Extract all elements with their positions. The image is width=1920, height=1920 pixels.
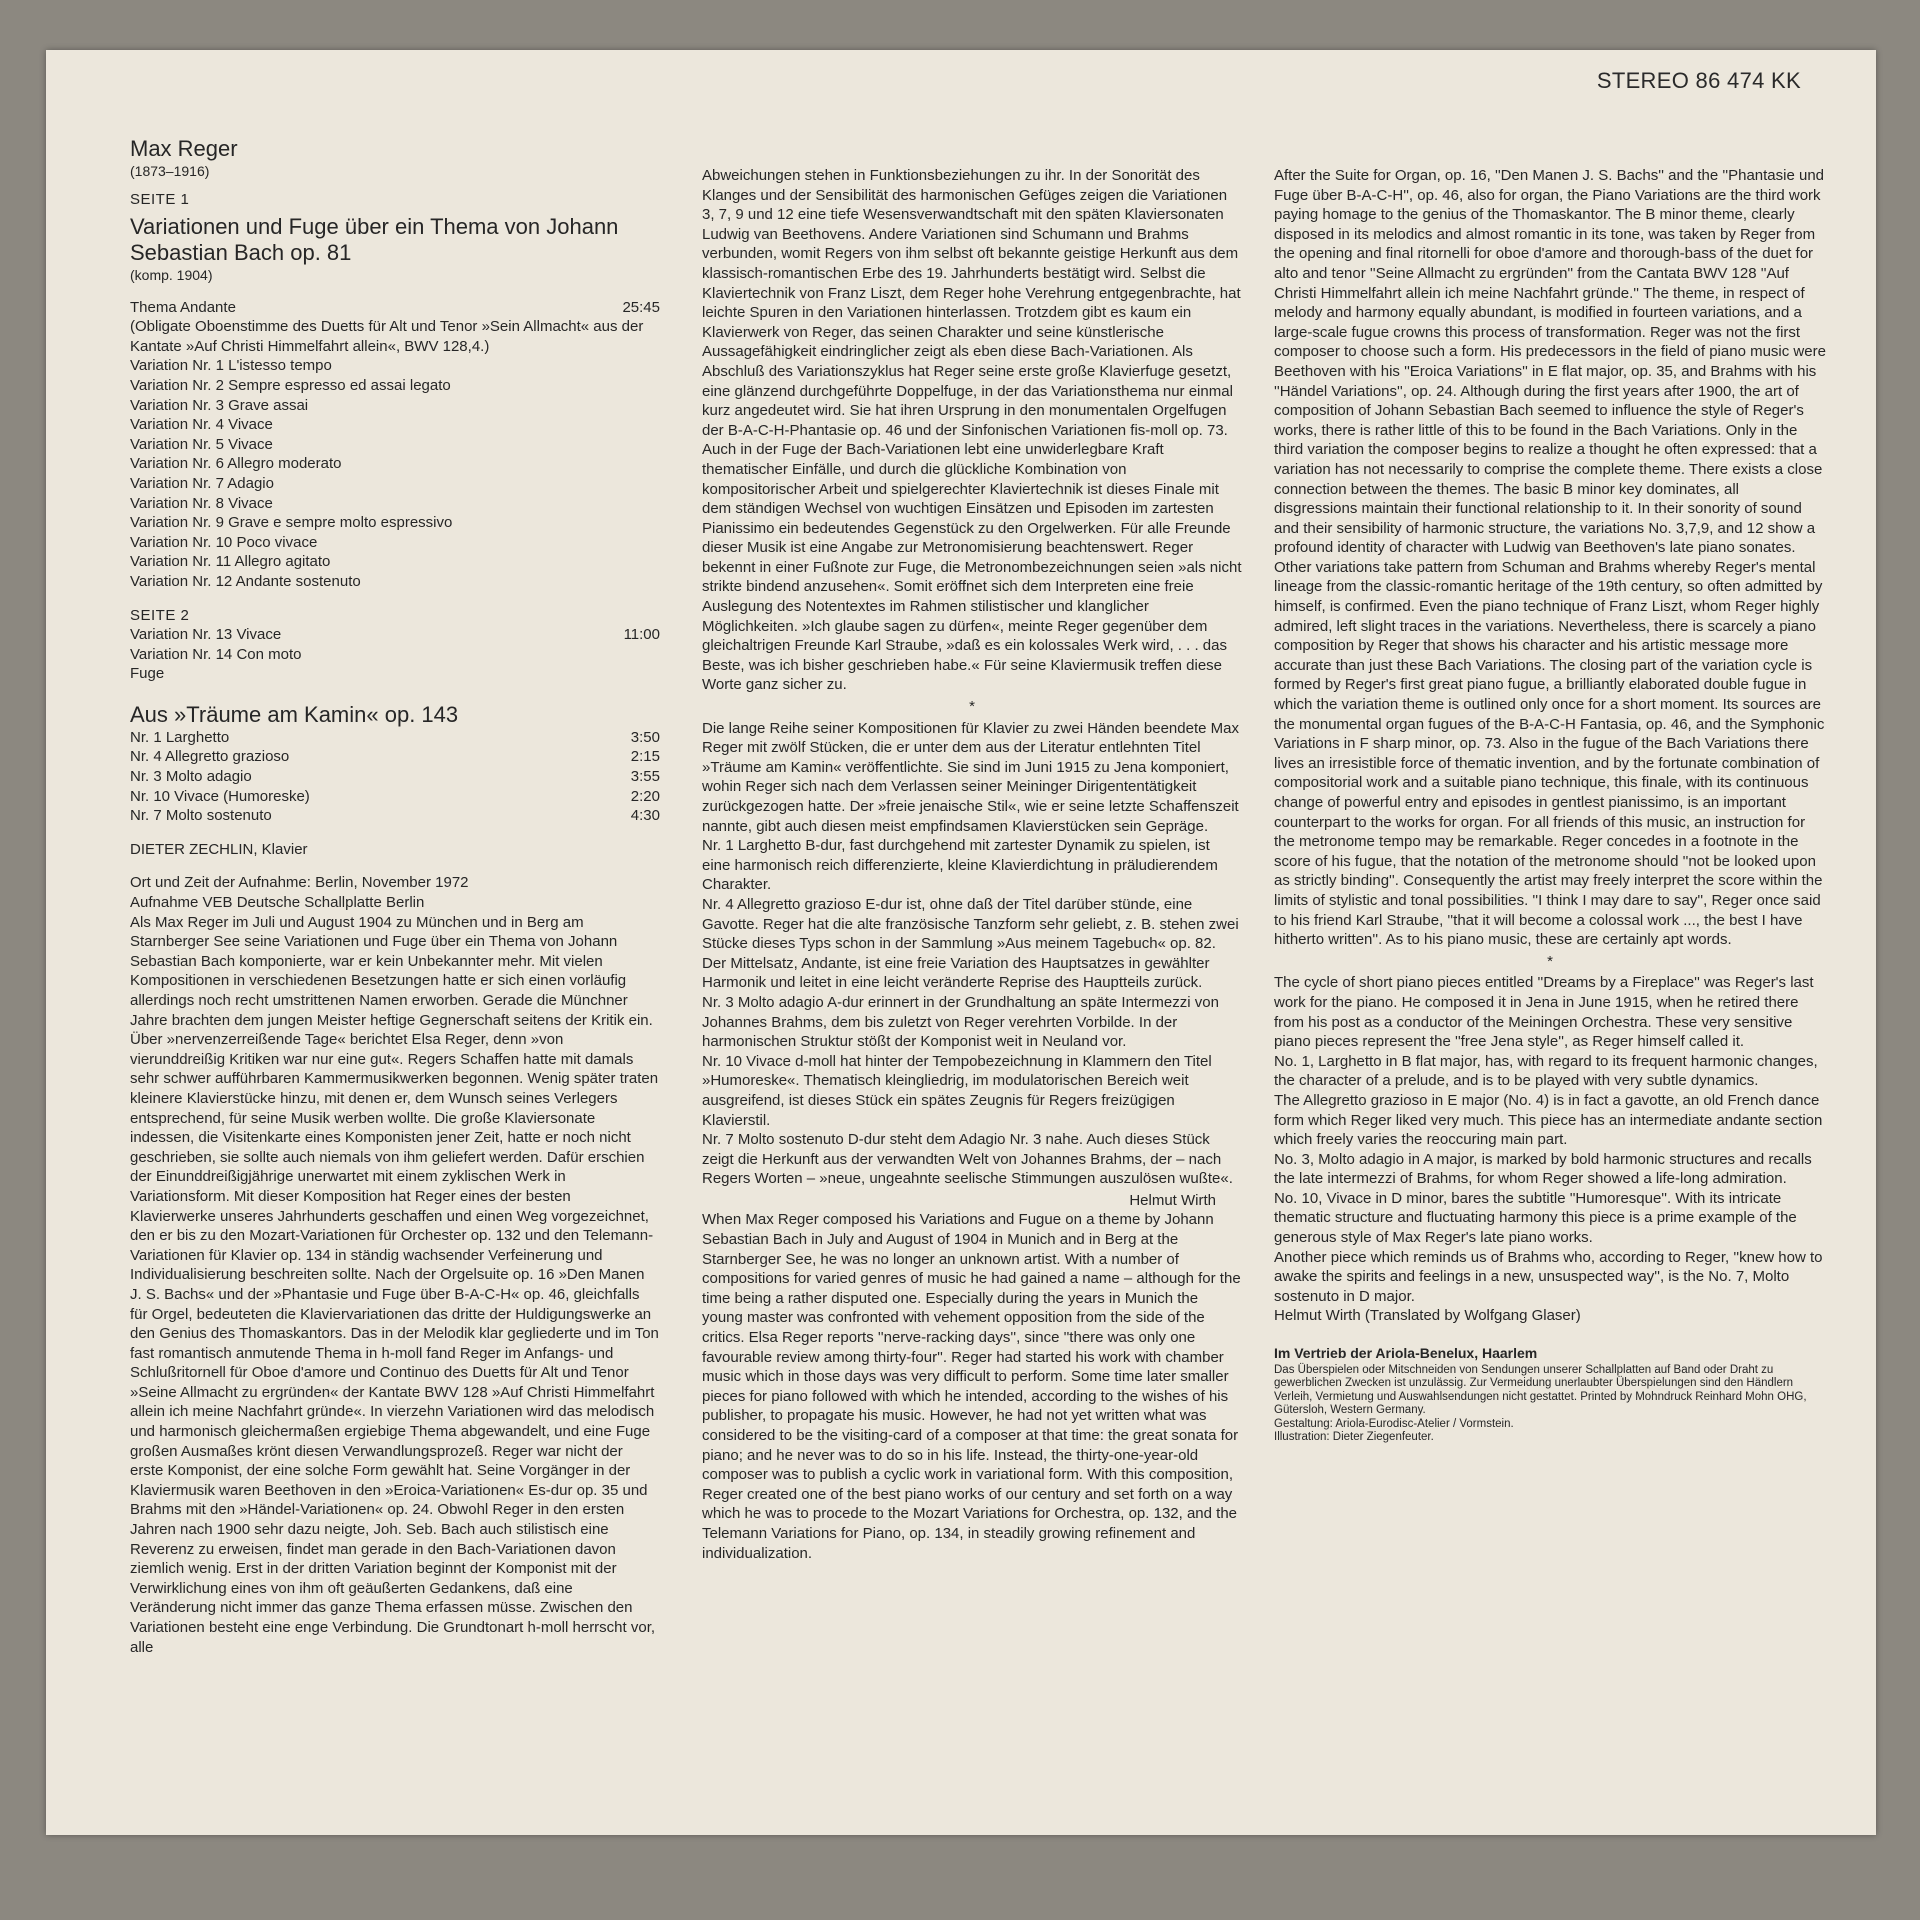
track-duration: 3:55 [630,768,660,786]
list-item: Variation Nr. 8 Vivace [130,494,273,512]
recording-place: Ort und Zeit der Aufnahme: Berlin, November 1972 [130,874,469,892]
list-item: Variation Nr. 4 Vivace [130,416,273,434]
illustration-credit: Illustration: Dieter Ziegenfeuter. [1274,1431,1434,1444]
liner-notes-en-2: After the Suite for Organ, op. 16, ''Den Manen J. S. Bachs'' and the ''Phantasie und Fuge über B-A-C-H'', op. 46, also for organ, the Piano Variations are the third work paying homage to the genius of the Thomaskantor. The B minor theme, clearly disposed in its melodics and almost romantic in its tone, was taken by Reger from the opening and final ritornelli for oboe d'amore and thorough-bass of the duet for alto and tenor ''Seine Allmacht zu ergründen'' from the Cantata BWV 128 ''Auf Christi Himmelfahrt allein ich meine Nachfahrt gründe.'' The theme, in respect of melody and harmony equally abundant, is modified in fourteen variations, and a large-scale fugue crowns this process of transformation. Reger was not the first composer to choose such a form. His predecessors in the field of piano music were Beethoven with his ''Eroica Variations'' in E flat major, op. 35, and Brahms with his ''Händel Variations'', op. 24. Although during the first years after 1900, the art of composition of Johann Sebastian Bach seemed to influence the style of Reger's works, there is rather little of this to be found in the Bach Variations. Only in the third variation the composer begins to realize a thought he often expressed: that a variation has not necessarily to comprise the complete theme. There exists a close connection between the themes. The basic B minor key dominates, all disgressions maintain their functional relationship to it. In their sonority of sound and their sensibility of harmonic structure, the variations No. 3,7,9, and 12 show a profound identity of character with Ludwig van Beethoven's late piano sonates. Other variations take pattern from Schuman and Brahms whereby Reger's mental lineage from the classic-romantic heritage of the 19th century, so often admitted by himself, is confirmed. Even the piano technique of Franz Liszt, whom Reger highly admired, left slight traces in the variations. Nevertheless, there is scarcely a piano composition by Reger that shows his character and his artistic message more accurate than just these Bach Variations. The closing part of the variation cycle is formed by Reger's first great piano fugue, a brilliantly elaborated double fugue in which the variation theme is outlined only once for a short moment. Its sources are the monumental organ fugues of the B-A-C-H Fantasia, op. 46, and the Symphonic Variations in F sharp minor, op. 73. Also in the fugue of the Bach Variations there lives an irresistible force of thematic invention, and by the fortunate combination of compositorial work and a suitable piano technique, this finale, with its continuous change of powerful entry and episodes in gentlest pianissimo, is an important counterpart to the works for organ. For all friends of this music, an instruction for the metronome tempo may be remarkable. Reger concedes in a footnote in the score of his fugue, that the notation of the metronome should ''not be looked upon as strictly binding''. Consequently the artist may freely interpret the score within the limits of stylistic and tonal possibilities. ''I think I may dare to say'', Reger once said to his friend Karl Straube, ''that it will become a colossal work ..., the best I have hitherto written''. As to his piano music, these are certainly apt words. [1274,167,1826,949]
liner-notes-en-5: The Allegretto grazioso in E major (No. 4) is in fact a gavotte, an old French dance form which Reger liked very much. This piece has an intermediate andante section which freely varies the reoccuring main part. [1274,1091,1823,1149]
liner-notes-de-8: Nr. 7 Molto sostenuto D-dur steht dem Adagio Nr. 3 nahe. Auch dieses Stück zeigt die Herkunft aus der verwandten Welt von Johannes Brahms, der – nach Regers Worten – »neue, ungeahnte seelische Stimmungen auszulösen wußte«. [702,1131,1233,1188]
distributor: Im Vertrieb der Ariola-Benelux, Haarlem [1274,1345,1538,1362]
track-duration: 2:15 [630,748,660,766]
column-german-notes [702,118,1242,1563]
track-name: Nr. 7 Molto sostenuto [130,807,272,825]
side-1-label: SEITE 1 [130,191,190,208]
liner-notes-de-7: Nr. 10 Vivace d-moll hat hinter der Tempobezeichnung in Klammern den Titel »Humoreske«. Thematisch kleingliedrig, im modulatorischen Bereich weit ausgreifend, ist dieses Stück ein spätes Zeugnis für Regers freizügigen Klavierstil. [702,1052,1212,1129]
side-2-first-row [130,625,660,645]
section-divider: * [969,698,975,716]
list-item: Variation Nr. 6 Allegro moderato [130,455,342,473]
list-item: Variation Nr. 7 Adagio [130,474,274,492]
design-credit: Gestaltung: Ariola-Eurodisc-Atelier / Vormstein. [1274,1417,1514,1430]
work-1-composed: (komp. 1904) [130,266,213,283]
track-duration: 2:20 [630,787,660,805]
column-tracklist [130,118,660,1657]
column-english-notes [1274,118,1826,1445]
author-signature: Helmut Wirth [1129,1191,1216,1209]
track-name: Nr. 3 Molto adagio [130,768,252,786]
list-item: Variation Nr. 11 Allegro agitato [130,553,331,571]
liner-notes-de-4: Nr. 1 Larghetto B-dur, fast durchgehend mit zartester Dynamik zu spielen, ist eine harmonisch reich differenzierte, kleine Klavierdichtung in präludierendem Charakter. [702,837,1218,894]
list-item: Variation Nr. 3 Grave assai [130,396,309,414]
track-name: Nr. 1 Larghetto [130,728,230,746]
list-item: Variation Nr. 13 Vivace [130,626,282,644]
copyright-notice: Das Überspielen oder Mitschneiden von Sendungen unserer Schallplatten auf Band oder Draht zu gewerblichen Zwecken ist unzulässig. Zur Vermeidung unerlaubter Überspielungen sind den Händlern Verleih, Vermietung und Auswahlsendungen nicht gestattet. Printed by Mohndruck Reinhard Mohn OHG, Gütersloh, Western Germany. [1274,1363,1807,1417]
theme-label: Thema Andante [130,298,236,316]
list-item: Fuge [130,665,165,683]
work-2-track [130,806,660,826]
list-item: Variation Nr. 9 Grave e sempre molto espressivo [130,514,453,532]
catalog-number: STEREO 86 474 KK [1596,68,1801,93]
work-2-track [130,747,660,767]
work-2-title: Aus »Träume am Kamin« op. 143 [130,701,459,727]
track-name: Nr. 10 Vivace (Humoreske) [130,787,310,805]
recording-label: Aufnahme VEB Deutsche Schallplatte Berlin [130,894,425,912]
list-item: Variation Nr. 2 Sempre espresso ed assai legato [130,376,451,394]
work-1-title: Variationen und Fuge über ein Thema von Johann Sebastian Bach op. 81 [130,213,619,265]
liner-notes-de-5: Nr. 4 Allegretto grazioso E-dur ist, ohne daß der Titel darüber stünde, eine Gavotte. Reger hat die alte französische Tanzform sehr geliebt, z. B. stehen zwei Stücke dieses Typs schon in der Sammlung »Aus meinem Tagebuch« op. 82. Der Mittelsatz, Andante, ist eine freie Variation des Hauptsatzes in gewählter Harmonik und leitet in eine leicht veränderte Reprise des Hauptteils zurück. [702,895,1239,992]
track-duration: 3:50 [630,728,660,746]
work-2-track [130,767,660,787]
list-item: Variation Nr. 12 Andante sostenuto [130,572,361,590]
liner-notes-de-3: Die lange Reihe seiner Kompositionen für Klavier zu zwei Händen beendete Max Reger mit zwölf Stücken, die er unter dem aus der Literatur entlehnten Titel »Träume am Kamin« veröffentlichte. Sie sind im Juni 1915 zu Jena komponiert, wohin Reger sich nach dem Verlassen seiner Meininger Dirigententätigkeit zurückgezogen hatte. Der »freie jenaische Stil«, wie er seine letzte Schaffenszeit nannte, gibt auch diesen meist empfindsamen Klavierstücken sein Gepräge. [702,719,1239,835]
liner-notes-en-3: The cycle of short piano pieces entitled ''Dreams by a Fireplace'' was Reger's last work for the piano. He composed it in Jena in June 1915, when he retired there from his post as a conductor of the Meiningen Orchestra. These very sensitive piano pieces represent the ''free Jena style'', as Reger himself called it. [1274,974,1814,1051]
liner-notes-de-6: Nr. 3 Molto adagio A-dur erinnert in der Grundhaltung an späte Intermezzi von Johannes Brahms, dem bis zuletzt von Reger verehrten Vorbilde. In der harmonischen Struktur stößt der Komponist weit in Neuland vor. [702,993,1219,1051]
liner-notes-en-1: When Max Reger composed his Variations and Fugue on a theme by Johann Sebastian Bach in July and August of 1904 in Munich and in Berg at the Starnberger See, he was no longer an unknown artist. With a number of compositions for varied genres of music he had gained a name – although for the time being a rather disputed one. Especially during the years in Munich the young master was confronted with vehement opposition from the side of the critics. Elsa Reger reports ''nerve-racking days'', since ''there was only one favourable review among thirty-four''. Reger had started his work with chamber music which in those days was very difficult to perform. Some time later smaller pieces for piano followed with which he intended, according to the wishes of his publisher, to propagate his music. However, he had not yet written what was considered to be the visiting-card of a composer at that time: the great sonata for piano; and he never was to do so in his life. Instead, the thirty-one-year-old composer was to publish a cyclic work in variational form. With this composition, Reger created one of the best piano works of our century and set forth on a way which he was to procede to the Mozart Variations for Orchestra, op. 132, and the Telemann Variations for Piano, op. 134, in steadily growing refinement and individualization. [702,1211,1241,1562]
track-name: Nr. 4 Allegretto grazioso [130,748,290,766]
track-duration: 4:30 [630,807,660,825]
performer: DIETER ZECHLIN, Klavier [130,840,308,858]
liner-notes-de-2: Abweichungen stehen in Funktionsbeziehungen zu ihr. In der Sonorität des Klanges und der Sensibilität des harmonischen Gefüges zeigen die Variationen 3, 7, 9 und 12 eine tiefe Wesensverwandtschaft mit den späten Klaviersonaten Ludwig van Beethovens. Andere Variationen sind Schumann und Brahms verbunden, womit Regers von ihm selbst oft bekannte geistige Herkunft aus dem klassisch-romantischen Erbe des 19. Jahrhunderts bestätigt wird. Selbst die Klaviertechnik von Franz Liszt, dem Reger hohe Verehrung entgegenbrachte, hat leichte Spuren in den Variationen hinterlassen. Trotzdem gibt es kaum ein Klavierwerk von Reger, das seinen Charakter und seine künstlerische Aussagefähigkeit eindringlicher zeigt als eben diese Bach-Variationen. Als Abschluß des Variationszyklus hat Reger seine erste große Klavierfuge gesetzt, eine glänzend durchgeführte Doppelfuge, in der das Variationsthema nur einmal kurz angedeutet wird. Sie hat ihren Ursprung in den monumentalen Orgelfugen der B-A-C-H-Phantasie op. 46 und der Sinfonischen Variationen fis-moll op. 73. Auch in der Fuge der Bach-Variationen lebt eine unwiderlegbare Kraft thematischer Einfälle, und durch die glückliche Kombination von kompositorischer Arbeit und spielgerechter Klaviertechnik ist dieses Finale mit dem ständigen Wechsel von wuchtigen Einsätzen und Episoden im zartesten Pianissimo ein bedeutendes Gegenstück zu den Orgelwerken. Für alle Freunde dieser Musik ist eine Angabe zur Metronomisierung beachtenswert. Reger bekennt in einer Fußnote zur Fuge, die Metronombezeichnungen seien »als nicht strikte bindend anzusehen«. Somit eröffnet sich dem Interpreten eine freie Auslegung des Notentextes im Rahmen stilistischer und klanglicher Möglichkeiten. »Ich glaube sagen zu dürfen«, meinte Reger gegenüber dem gleichaltrigen Freunde Karl Straube, »daß es ein kolossales Werk wird, . . . das Beste, was ich bisher geschrieben habe.« Für seine Klaviermusik treffen diese Worte ganz sicher zu. [702,167,1242,694]
side-2-label: SEITE 2 [130,606,190,624]
list-item: Variation Nr. 14 Con moto [130,645,302,663]
liner-notes-en-4: No. 1, Larghetto in B flat major, has, with regard to its frequent harmonic changes, the character of a prelude, and is to be played with very subtle dynamics. [1274,1052,1818,1090]
section-divider: * [1547,952,1553,970]
list-item: Variation Nr. 1 L'istesso tempo [130,357,332,375]
record-sleeve-back [46,50,1876,1835]
side-1-duration: 25:45 [622,298,660,316]
side-1-track-list [130,356,660,591]
liner-notes-de-1: Als Max Reger im Juli und August 1904 zu München und in Berg am Starnberger See seine Variationen und Fuge über ein Thema von Johann Sebastian Bach komponierte, war er kein Unbekannter mehr. Mit vielen Kompositionen in verschiedenen Besetzungen hatte er sich einen vorläufig allerdings noch recht umstrittenen Namen erworben. Gerade die Münchner Jahre brachten dem jungen Meister heftige Gegnerschaft seitens der Kritik ein. Über »nervenzerreißende Tage« berichtet Elsa Reger, denn »von vierunddreißig Kritiken war nur eine gut«. Regers Schaffen hatte mit damals sehr schwer aufführbaren Kammermusikwerken begonnen. Wenig später traten kleinere Klavierstücke hinzu, mit denen er, dem Wunsch seines Verlegers entsprechend, für seine Musik werben wollte. Die große Klaviersonate indessen, die Visitenkarte eines Komponisten jener Zeit, hatte er noch nicht geschrieben, sie sollte auch niemals von ihm geliefert werden. Dafür erschien der Einunddreißigjährige unerwartet mit einem zyklischen Werk in Variationsform. Mit dieser Komposition hat Reger eines der besten Klavierwerke unseres Jahrhunderts geschaffen und einen Weg vorgezeichnet, den er bis zu den Mozart-Variationen für Orchester op. 132 und den Telemann-Variationen für Klavier op. 134 in ständig wachsender Verfeinerung und Individualisierung beschreiten sollte. Nach der Orgelsuite op. 16 »Den Manen J. S. Bachs« und der »Phantasie und Fuge über B-A-C-H« op. 46, gleichfalls für Orgel, bedeuteten die Klaviervariationen das dritte der Huldigungswerke an den Genius des Thomaskantors. Das in der Melodik klar gegliederte und im Ton fast romantisch anmutende Thema in h-moll fand Reger im Anfangs- und Schlußritornell für Oboe d'amore und Continuo des Duetts für Alt und Tenor »Seine Allmacht zu ergründen« der Kantate BWV 128 »Auf Christi Himmelfahrt allein ich meine Nachfahrt gründe«. In vierzehn Variationen wird das melodisch und harmonisch gleichermaßen ergiebige Thema abgewandelt, und eine Fuge großen Ausmaßes krönt diesen Verwandlungsprozeß. Reger war nicht der erste Komponist, der eine solche Form gewählt hat. Seine Vorgänger in der Klaviermusik waren Beethoven in den »Eroica-Variationen« Es-dur op. 35 und Brahms mit den »Händel-Variationen« op. 24. Obwohl Reger in den ersten Jahren nach 1900 sehr dazu neigte, Joh. Seb. Bach auch stilistisch eine Reverenz zu erweisen, findet man gerade in den Bach-Variationen davon ziemlich wenig. Erst in der dritten Variation beginnt der Komponist mit der Verwirklichung eines von ihm oft geäußerten Gedankens, daß eine Veränderung nicht immer das ganze Thema erfassen müsse. Zwischen den Variationen besteht eine enge Verbindung. Die Grundtonart h-moll herrscht vor, alle [130,913,659,1656]
liner-notes-en-8: Another piece which reminds us of Brahms who, according to Reger, ''knew how to awake the spirits and feelings in a new, unsuspected way'', is the No. 7, Molto sostenuto in D major. [1274,1248,1823,1305]
translator-credit: Helmut Wirth (Translated by Wolfgang Glaser) [1274,1307,1581,1325]
liner-notes-en-7: No. 10, Vivace in D minor, bares the subtitle ''Humoresque''. With its intricate thematic structure and fluctuating harmony this piece is a prime example of the generous style of Max Reger's late piano works. [1274,1189,1797,1247]
list-item: Variation Nr. 10 Poco vivace [130,533,318,551]
list-item: Variation Nr. 5 Vivace [130,435,273,453]
composer-dates: (1873–1916) [130,163,210,179]
composer-name: Max Reger [130,136,238,161]
work-2-track [130,728,660,748]
theme-row [130,298,660,318]
theme-note: (Obligate Oboenstimme des Duetts für Alt und Tenor »Sein Allmacht« aus der Kantate »Auf Christi Himmelfahrt allein«, BWV 128,4.) [130,318,644,355]
side-2-duration: 11:00 [623,626,660,644]
work-2-track [130,787,660,807]
liner-notes-en-6: No. 3, Molto adagio in A major, is marked by bold harmonic structures and recalls the late intermezzi of Brahms, for whom Reger showed a life-long admiration. [1274,1150,1812,1188]
